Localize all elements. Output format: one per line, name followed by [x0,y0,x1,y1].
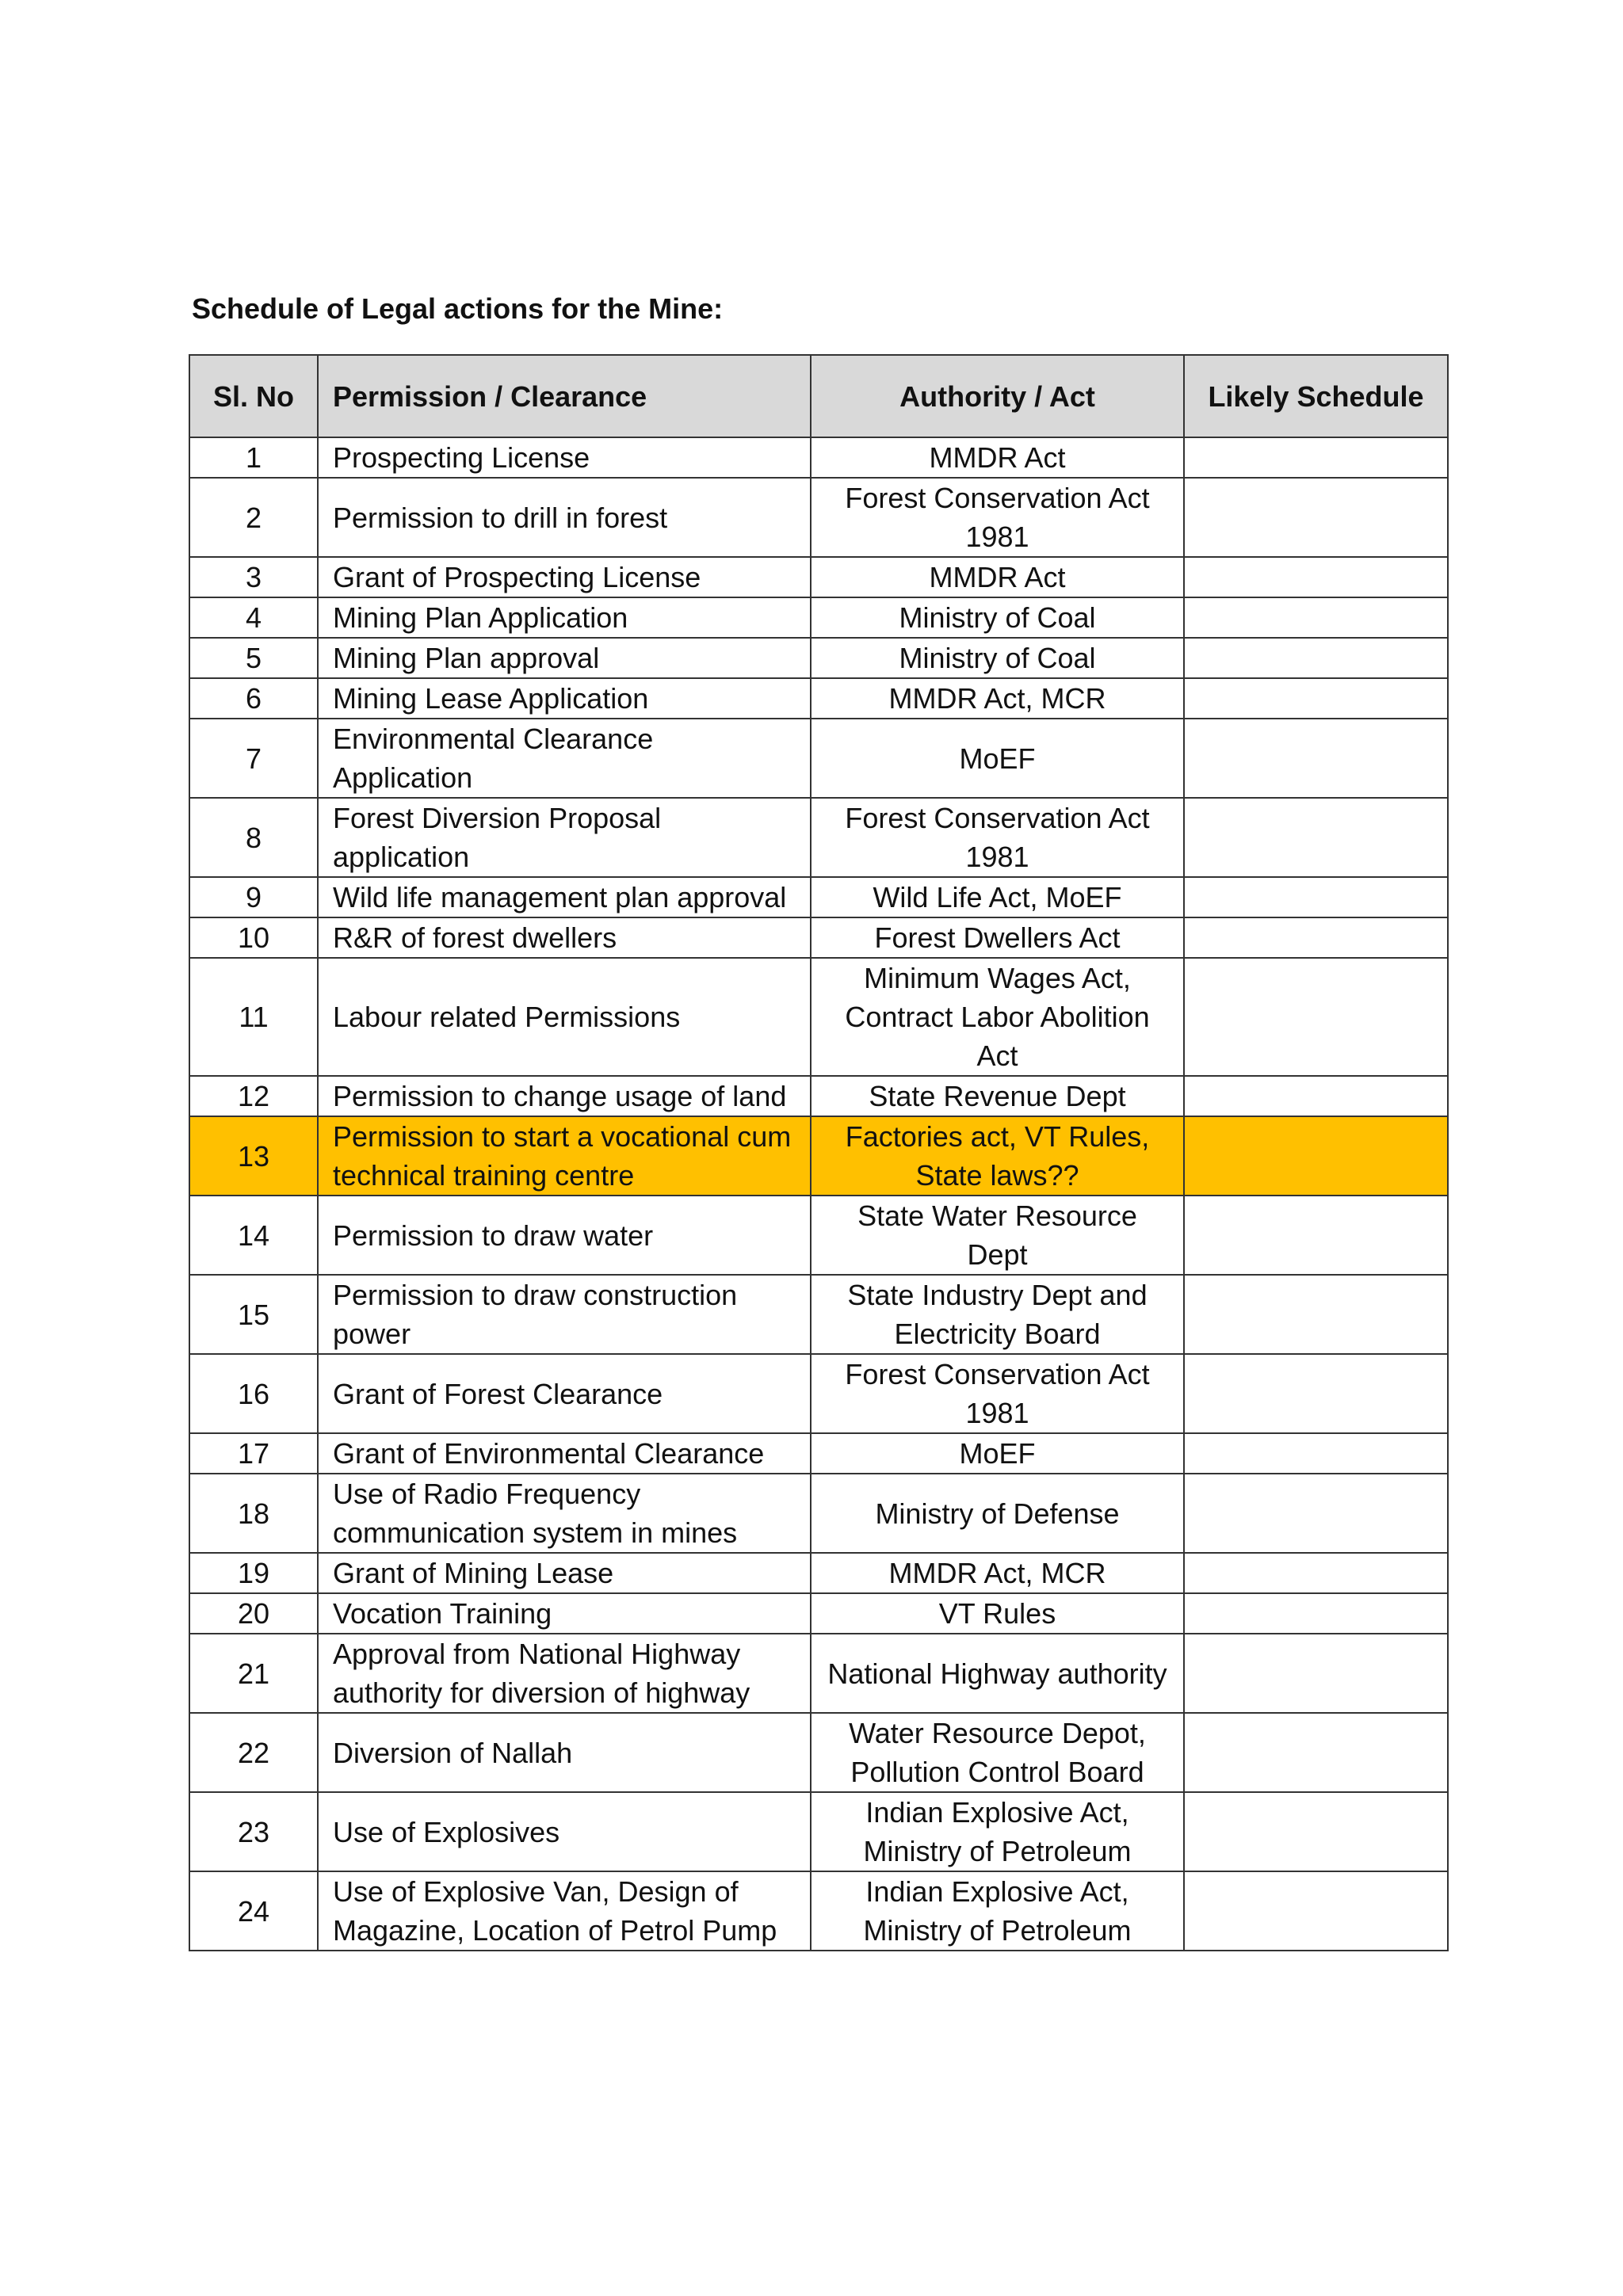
table-row [189,437,1448,478]
cell-likely-schedule [1184,1275,1448,1354]
cell-likely-schedule [1184,958,1448,1076]
cell-likely-schedule [1184,1474,1448,1553]
cell-permission: Grant of Mining Lease [318,1553,811,1593]
cell-permission: Use of Explosives [318,1792,811,1871]
cell-permission: Prospecting License [318,437,811,478]
header-sl-no: Sl. No [189,355,318,437]
cell-permission: Grant of Forest Clearance [318,1354,811,1433]
cell-authority: State Revenue Dept [811,1076,1184,1116]
table-row [189,1634,1448,1713]
cell-authority: MMDR Act [811,557,1184,597]
cell-sl-no: 16 [189,1354,318,1433]
cell-permission: Labour related Permissions [318,958,811,1076]
cell-likely-schedule [1184,557,1448,597]
cell-authority: Water Resource Depot, Pollution Control Board [811,1713,1184,1792]
cell-sl-no: 19 [189,1553,318,1593]
table-row [189,719,1448,798]
cell-authority: Forest Conservation Act 1981 [811,1354,1184,1433]
table-row [189,958,1448,1076]
cell-likely-schedule [1184,719,1448,798]
table-row [189,1792,1448,1871]
cell-authority: Forest Conservation Act 1981 [811,478,1184,557]
cell-sl-no: 18 [189,1474,318,1553]
cell-permission: Permission to change usage of land [318,1076,811,1116]
cell-likely-schedule [1184,1553,1448,1593]
cell-authority: National Highway authority [811,1634,1184,1713]
header-authority: Authority / Act [811,355,1184,437]
header-permission: Permission / Clearance [318,355,811,437]
cell-authority: MoEF [811,1433,1184,1474]
cell-sl-no: 24 [189,1871,318,1951]
cell-likely-schedule [1184,1433,1448,1474]
cell-likely-schedule [1184,1792,1448,1871]
cell-authority: MMDR Act, MCR [811,678,1184,719]
table-row [189,877,1448,917]
cell-likely-schedule [1184,1634,1448,1713]
cell-sl-no: 13 [189,1116,318,1196]
cell-permission: Environmental Clearance Application [318,719,811,798]
cell-authority: Minimum Wages Act, Contract Labor Abolition Act [811,958,1184,1076]
table-row [189,1593,1448,1634]
cell-likely-schedule [1184,798,1448,877]
legal-actions-table [189,354,1449,1951]
cell-authority: MMDR Act, MCR [811,1553,1184,1593]
cell-likely-schedule [1184,478,1448,557]
cell-permission: Grant of Environmental Clearance [318,1433,811,1474]
cell-sl-no: 2 [189,478,318,557]
cell-likely-schedule [1184,638,1448,678]
cell-sl-no: 17 [189,1433,318,1474]
table-row [189,597,1448,638]
table-body [189,437,1448,1951]
table-row [189,917,1448,958]
table-row [189,1116,1448,1196]
cell-sl-no: 20 [189,1593,318,1634]
cell-permission: Permission to draw water [318,1196,811,1275]
table-row [189,1713,1448,1792]
cell-sl-no: 22 [189,1713,318,1792]
table-row [189,1354,1448,1433]
cell-sl-no: 1 [189,437,318,478]
cell-sl-no: 12 [189,1076,318,1116]
cell-sl-no: 6 [189,678,318,719]
cell-likely-schedule [1184,1076,1448,1116]
cell-likely-schedule [1184,1593,1448,1634]
document-title: Schedule of Legal actions for the Mine: [192,292,724,325]
cell-authority: State Water Resource Dept [811,1196,1184,1275]
cell-sl-no: 3 [189,557,318,597]
cell-sl-no: 15 [189,1275,318,1354]
table-row [189,798,1448,877]
cell-permission: Mining Lease Application [318,678,811,719]
cell-authority: MoEF [811,719,1184,798]
cell-sl-no: 9 [189,877,318,917]
cell-likely-schedule [1184,917,1448,958]
header-likely-schedule: Likely Schedule [1184,355,1448,437]
table-row [189,1275,1448,1354]
cell-permission: Forest Diversion Proposal application [318,798,811,877]
cell-authority: VT Rules [811,1593,1184,1634]
cell-sl-no: 5 [189,638,318,678]
cell-permission: Mining Plan approval [318,638,811,678]
table-header-row [189,355,1448,437]
cell-likely-schedule [1184,437,1448,478]
cell-permission: Grant of Prospecting License [318,557,811,597]
cell-authority: Ministry of Defense [811,1474,1184,1553]
cell-permission: Wild life management plan approval [318,877,811,917]
table-row [189,1871,1448,1951]
cell-permission: Diversion of Nallah [318,1713,811,1792]
cell-authority: Factories act, VT Rules, State laws?? [811,1116,1184,1196]
cell-permission: Approval from National Highway authority for diversion of highway [318,1634,811,1713]
table-row [189,1076,1448,1116]
cell-sl-no: 10 [189,917,318,958]
cell-permission: Permission to start a vocational cum technical training centre [318,1116,811,1196]
cell-sl-no: 11 [189,958,318,1076]
cell-sl-no: 14 [189,1196,318,1275]
cell-likely-schedule [1184,1871,1448,1951]
cell-sl-no: 23 [189,1792,318,1871]
cell-likely-schedule [1184,597,1448,638]
table-row [189,1196,1448,1275]
cell-permission: Use of Radio Frequency communication system in mines [318,1474,811,1553]
cell-sl-no: 21 [189,1634,318,1713]
cell-authority: Indian Explosive Act, Ministry of Petroleum [811,1792,1184,1871]
table-row [189,638,1448,678]
cell-authority: Forest Dwellers Act [811,917,1184,958]
table-row [189,1553,1448,1593]
cell-authority: MMDR Act [811,437,1184,478]
table-row [189,678,1448,719]
cell-permission: Use of Explosive Van, Design of Magazine, Location of Petrol Pump [318,1871,811,1951]
cell-permission: R&R of forest dwellers [318,917,811,958]
cell-authority: Forest Conservation Act 1981 [811,798,1184,877]
cell-sl-no: 4 [189,597,318,638]
cell-authority: State Industry Dept and Electricity Board [811,1275,1184,1354]
cell-likely-schedule [1184,1116,1448,1196]
cell-likely-schedule [1184,678,1448,719]
table-row [189,478,1448,557]
cell-likely-schedule [1184,1196,1448,1275]
cell-likely-schedule [1184,1354,1448,1433]
cell-permission: Permission to draw construction power [318,1275,811,1354]
cell-authority: Ministry of Coal [811,638,1184,678]
cell-sl-no: 7 [189,719,318,798]
cell-permission: Vocation Training [318,1593,811,1634]
cell-likely-schedule [1184,877,1448,917]
table-row [189,557,1448,597]
cell-likely-schedule [1184,1713,1448,1792]
cell-sl-no: 8 [189,798,318,877]
cell-permission: Mining Plan Application [318,597,811,638]
table-row [189,1474,1448,1553]
cell-permission: Permission to drill in forest [318,478,811,557]
cell-authority: Wild Life Act, MoEF [811,877,1184,917]
table-row [189,1433,1448,1474]
cell-authority: Ministry of Coal [811,597,1184,638]
cell-authority: Indian Explosive Act, Ministry of Petroleum [811,1871,1184,1951]
